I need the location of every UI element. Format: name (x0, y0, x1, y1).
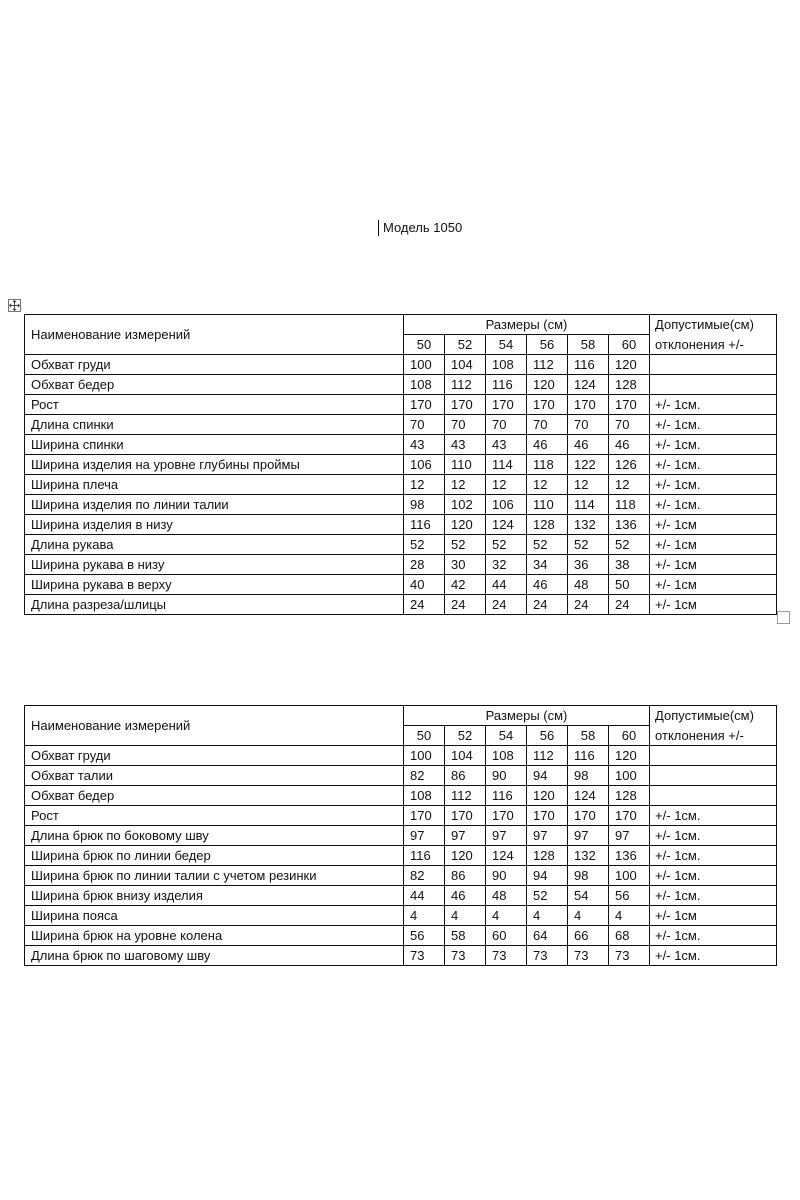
size-value: 170 (527, 806, 568, 826)
size-value: 104 (445, 746, 486, 766)
size-value: 98 (404, 495, 445, 515)
tolerance-header: Допустимые(см) (650, 706, 777, 726)
size-value: 120 (609, 355, 650, 375)
size-value: 73 (445, 946, 486, 966)
size-value: 124 (486, 846, 527, 866)
size-value: 116 (404, 846, 445, 866)
size-value: 52 (568, 535, 609, 555)
size-header-cell: 60 (609, 726, 650, 746)
table-row (25, 475, 777, 495)
tolerance-value: +/- 1см. (650, 806, 777, 826)
size-value: 170 (568, 395, 609, 415)
size-value: 97 (404, 826, 445, 846)
table-row (25, 435, 777, 455)
size-value: 52 (609, 535, 650, 555)
size-value: 24 (609, 595, 650, 615)
table-row (25, 415, 777, 435)
size-table-bottom-body (25, 706, 777, 966)
size-value: 98 (568, 866, 609, 886)
table-row (25, 555, 777, 575)
table-row (25, 886, 777, 906)
size-value: 116 (404, 515, 445, 535)
measurement-name: Обхват бедер (25, 375, 404, 395)
size-value: 56 (609, 886, 650, 906)
size-value: 12 (445, 475, 486, 495)
size-value: 12 (609, 475, 650, 495)
size-header-cell: 58 (568, 335, 609, 355)
tolerance-value (650, 766, 777, 786)
size-value: 43 (404, 435, 445, 455)
size-value: 110 (527, 495, 568, 515)
measurement-name: Ширина брюк внизу изделия (25, 886, 404, 906)
size-value: 120 (527, 375, 568, 395)
size-value: 73 (527, 946, 568, 966)
size-value: 97 (568, 826, 609, 846)
size-value: 73 (568, 946, 609, 966)
size-value: 126 (609, 455, 650, 475)
measurement-name: Ширина плеча (25, 475, 404, 495)
size-value: 97 (609, 826, 650, 846)
measurement-name-header: Наименование измерений (25, 706, 404, 746)
size-value: 108 (486, 355, 527, 375)
table-row (25, 786, 777, 806)
size-value: 52 (486, 535, 527, 555)
table-row (25, 455, 777, 475)
size-value: 82 (404, 766, 445, 786)
table-row (25, 746, 777, 766)
table-row (25, 926, 777, 946)
size-value: 24 (568, 595, 609, 615)
size-value: 110 (445, 455, 486, 475)
size-value: 60 (486, 926, 527, 946)
sizes-header: Размеры (см) (404, 706, 650, 726)
tolerance-value: +/- 1см. (650, 846, 777, 866)
size-value: 70 (445, 415, 486, 435)
measurement-name: Ширина брюк по линии талии с учетом резинки (25, 866, 404, 886)
size-header-cell: 54 (486, 335, 527, 355)
size-value: 70 (609, 415, 650, 435)
size-value: 116 (486, 786, 527, 806)
size-value: 24 (404, 595, 445, 615)
measurement-name: Рост (25, 395, 404, 415)
size-value: 100 (404, 355, 445, 375)
tolerance-header: Допустимые(см) (650, 315, 777, 335)
table-row (25, 495, 777, 515)
tolerance-value: +/- 1см. (650, 866, 777, 886)
table-row (25, 595, 777, 615)
size-value: 100 (609, 866, 650, 886)
size-table-top (24, 314, 777, 615)
size-value: 44 (486, 575, 527, 595)
table-row (25, 846, 777, 866)
size-value: 97 (527, 826, 568, 846)
size-value: 122 (568, 455, 609, 475)
measurement-name: Рост (25, 806, 404, 826)
size-value: 170 (568, 806, 609, 826)
size-value: 66 (568, 926, 609, 946)
table-row (25, 395, 777, 415)
size-header-cell: 50 (404, 726, 445, 746)
measurement-name: Ширина брюк на уровне колена (25, 926, 404, 946)
cell-end-marker-icon (777, 611, 790, 624)
size-value: 52 (527, 886, 568, 906)
size-value: 24 (486, 595, 527, 615)
size-value: 12 (527, 475, 568, 495)
measurement-name-header: Наименование измерений (25, 315, 404, 355)
size-value: 43 (486, 435, 527, 455)
measurement-name: Длина разреза/шлицы (25, 595, 404, 615)
tolerance-value: +/- 1см (650, 595, 777, 615)
size-value: 94 (527, 866, 568, 886)
size-value: 73 (404, 946, 445, 966)
table-row (25, 515, 777, 535)
size-value: 136 (609, 846, 650, 866)
size-value: 170 (445, 806, 486, 826)
tolerance-value: +/- 1см. (650, 886, 777, 906)
size-value: 112 (445, 786, 486, 806)
size-value: 56 (404, 926, 445, 946)
size-value: 100 (404, 746, 445, 766)
size-value: 124 (486, 515, 527, 535)
size-value: 46 (445, 886, 486, 906)
size-value: 116 (486, 375, 527, 395)
tolerance-value: +/- 1см. (650, 475, 777, 495)
size-value: 108 (486, 746, 527, 766)
size-value: 70 (404, 415, 445, 435)
size-value: 86 (445, 766, 486, 786)
size-value: 112 (445, 375, 486, 395)
tolerance-header-line2: отклонения +/- (650, 335, 777, 355)
size-value: 12 (404, 475, 445, 495)
size-value: 120 (445, 846, 486, 866)
size-value: 118 (609, 495, 650, 515)
size-value: 12 (486, 475, 527, 495)
size-value: 124 (568, 375, 609, 395)
size-table-top-body (25, 315, 777, 615)
size-value: 40 (404, 575, 445, 595)
size-value: 170 (609, 395, 650, 415)
document-title: Модель 1050 (378, 220, 462, 236)
size-value: 4 (568, 906, 609, 926)
measurement-name: Длина брюк по шаговому шву (25, 946, 404, 966)
size-value: 4 (486, 906, 527, 926)
tolerance-value (650, 746, 777, 766)
size-value: 4 (609, 906, 650, 926)
size-value: 36 (568, 555, 609, 575)
size-value: 100 (609, 766, 650, 786)
size-value: 132 (568, 846, 609, 866)
table-row (25, 866, 777, 886)
size-value: 46 (609, 435, 650, 455)
size-value: 97 (486, 826, 527, 846)
tolerance-value: +/- 1см (650, 515, 777, 535)
size-header-cell: 56 (527, 335, 568, 355)
size-header-cell: 60 (609, 335, 650, 355)
size-value: 28 (404, 555, 445, 575)
size-value: 46 (527, 435, 568, 455)
measurement-name: Ширина пояса (25, 906, 404, 926)
size-value: 106 (404, 455, 445, 475)
tolerance-value: +/- 1см. (650, 415, 777, 435)
size-value: 104 (445, 355, 486, 375)
size-value: 98 (568, 766, 609, 786)
header-row (25, 315, 777, 335)
size-value: 70 (568, 415, 609, 435)
size-value: 112 (527, 355, 568, 375)
size-value: 102 (445, 495, 486, 515)
size-header-cell: 52 (445, 726, 486, 746)
tolerance-value: +/- 1см. (650, 926, 777, 946)
size-value: 24 (445, 595, 486, 615)
size-value: 48 (486, 886, 527, 906)
size-value: 52 (445, 535, 486, 555)
tolerance-value: +/- 1см. (650, 435, 777, 455)
size-value: 114 (486, 455, 527, 475)
size-value: 58 (445, 926, 486, 946)
size-value: 32 (486, 555, 527, 575)
size-value: 4 (445, 906, 486, 926)
measurement-name: Обхват талии (25, 766, 404, 786)
table-row (25, 766, 777, 786)
table-row (25, 806, 777, 826)
size-value: 170 (609, 806, 650, 826)
size-value: 128 (609, 375, 650, 395)
size-header-cell: 54 (486, 726, 527, 746)
size-value: 46 (568, 435, 609, 455)
size-value: 108 (404, 375, 445, 395)
size-value: 12 (568, 475, 609, 495)
size-value: 108 (404, 786, 445, 806)
size-value: 136 (609, 515, 650, 535)
measurement-name: Ширина изделия по линии талии (25, 495, 404, 515)
tolerance-value: +/- 1см (650, 535, 777, 555)
size-value: 128 (609, 786, 650, 806)
size-value: 170 (404, 395, 445, 415)
measurement-name: Ширина рукава в верху (25, 575, 404, 595)
tolerance-value: +/- 1см (650, 575, 777, 595)
measurement-name: Ширина спинки (25, 435, 404, 455)
size-value: 116 (568, 746, 609, 766)
size-value: 73 (486, 946, 527, 966)
move-arrows-icon[interactable] (8, 299, 21, 312)
size-value: 73 (609, 946, 650, 966)
measurement-name: Ширина изделия на уровне глубины проймы (25, 455, 404, 475)
size-value: 46 (527, 575, 568, 595)
size-value: 106 (486, 495, 527, 515)
size-value: 170 (404, 806, 445, 826)
measurement-name: Обхват бедер (25, 786, 404, 806)
size-value: 34 (527, 555, 568, 575)
size-value: 43 (445, 435, 486, 455)
sizes-header: Размеры (см) (404, 315, 650, 335)
size-value: 128 (527, 846, 568, 866)
size-value: 118 (527, 455, 568, 475)
size-value: 82 (404, 866, 445, 886)
size-value: 64 (527, 926, 568, 946)
size-value: 52 (527, 535, 568, 555)
measurement-name: Ширина изделия в низу (25, 515, 404, 535)
measurement-name: Длина рукава (25, 535, 404, 555)
table-row (25, 575, 777, 595)
table-row (25, 355, 777, 375)
size-value: 50 (609, 575, 650, 595)
size-value: 170 (486, 395, 527, 415)
size-value: 170 (445, 395, 486, 415)
tolerance-header-line2: отклонения +/- (650, 726, 777, 746)
measurement-name: Ширина брюк по линии бедер (25, 846, 404, 866)
size-header-cell: 50 (404, 335, 445, 355)
size-value: 54 (568, 886, 609, 906)
tolerance-value: +/- 1см. (650, 826, 777, 846)
measurement-name: Обхват груди (25, 746, 404, 766)
size-value: 4 (404, 906, 445, 926)
measurement-name: Ширина рукава в низу (25, 555, 404, 575)
table-row (25, 535, 777, 555)
table-row (25, 946, 777, 966)
size-value: 112 (527, 746, 568, 766)
size-value: 116 (568, 355, 609, 375)
size-value: 52 (404, 535, 445, 555)
size-value: 120 (527, 786, 568, 806)
size-value: 114 (568, 495, 609, 515)
tolerance-value: +/- 1см (650, 906, 777, 926)
size-value: 124 (568, 786, 609, 806)
tolerance-value: +/- 1см. (650, 946, 777, 966)
tolerance-value: +/- 1см. (650, 455, 777, 475)
measurement-name: Длина брюк по боковому шву (25, 826, 404, 846)
size-value: 170 (486, 806, 527, 826)
size-value: 94 (527, 766, 568, 786)
size-value: 90 (486, 766, 527, 786)
size-value: 128 (527, 515, 568, 535)
size-value: 132 (568, 515, 609, 535)
tolerance-value (650, 375, 777, 395)
table-row (25, 906, 777, 926)
measurement-name: Обхват груди (25, 355, 404, 375)
size-value: 30 (445, 555, 486, 575)
size-table-bottom (24, 705, 777, 966)
size-header-cell: 58 (568, 726, 609, 746)
tolerance-value: +/- 1см. (650, 395, 777, 415)
size-value: 4 (527, 906, 568, 926)
tolerance-value: +/- 1см (650, 555, 777, 575)
size-value: 70 (486, 415, 527, 435)
size-header-cell: 52 (445, 335, 486, 355)
size-value: 70 (527, 415, 568, 435)
size-value: 120 (445, 515, 486, 535)
size-value: 44 (404, 886, 445, 906)
size-value: 170 (527, 395, 568, 415)
size-header-cell: 56 (527, 726, 568, 746)
size-value: 68 (609, 926, 650, 946)
table-row (25, 826, 777, 846)
tolerance-value (650, 355, 777, 375)
tolerance-value (650, 786, 777, 806)
size-value: 120 (609, 746, 650, 766)
measurement-name: Длина спинки (25, 415, 404, 435)
header-row (25, 706, 777, 726)
size-value: 48 (568, 575, 609, 595)
size-value: 38 (609, 555, 650, 575)
tolerance-value: +/- 1см. (650, 495, 777, 515)
size-value: 24 (527, 595, 568, 615)
size-value: 97 (445, 826, 486, 846)
size-value: 42 (445, 575, 486, 595)
size-value: 90 (486, 866, 527, 886)
table-row (25, 375, 777, 395)
size-value: 86 (445, 866, 486, 886)
